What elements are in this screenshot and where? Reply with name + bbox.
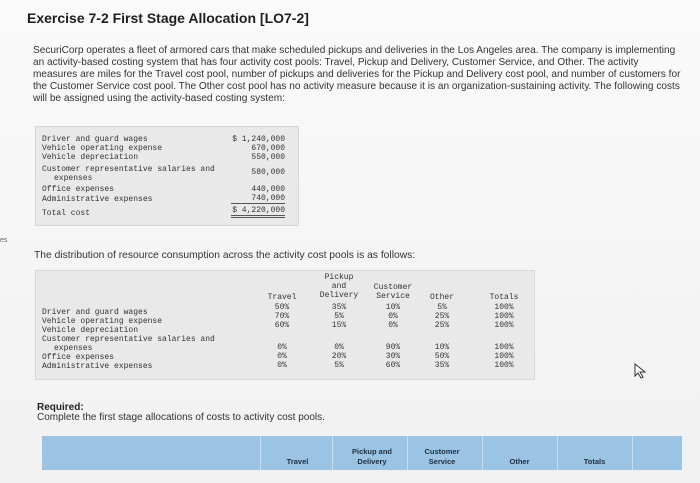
answer-col-travel [270, 457, 325, 467]
col-header-customer-line: Customer [373, 283, 413, 292]
distribution-intro: The distribution of resource consumption across the activity cost pools is as follows: [34, 250, 416, 261]
cost-label: Customer representative salaries and [42, 165, 215, 174]
dist-cell: 0% [334, 343, 344, 352]
dist-row-label: Office expenses [42, 353, 115, 362]
cost-value: $ 1,240,000 [232, 135, 285, 144]
dist-cell: 10% [385, 303, 401, 312]
column-divider [557, 436, 558, 470]
cost-value: 440,000 [251, 185, 285, 194]
dist-cell: 50% [274, 303, 290, 312]
column-divider [632, 436, 633, 470]
dist-cell: 0% [277, 343, 287, 352]
cost-label: Office expenses [42, 185, 115, 194]
dist-cell: 0% [277, 361, 287, 370]
dist-cell: 10% [434, 343, 450, 352]
answer-col-line: Travel [286, 457, 309, 466]
col-header-totals: Totals [489, 293, 519, 302]
dist-row-label-cont: expenses [54, 344, 93, 353]
dist-cell: 5% [334, 312, 344, 321]
dist-cell: 70% [274, 312, 290, 321]
answer-col-line: Customer [424, 447, 460, 456]
dist-cell: 25% [434, 312, 450, 321]
required-heading: Required: [37, 402, 84, 413]
exercise-title: Exercise 7-2 First Stage Allocation [LO7-2] [27, 10, 309, 26]
col-header-other: Other [429, 293, 454, 302]
dist-row-label: Vehicle depreciation [42, 326, 139, 335]
col-header-pickup [312, 273, 366, 300]
mouse-pointer-icon [634, 363, 648, 384]
total-cost-value: $ 4,220,000 [231, 206, 285, 218]
dist-row-label: Administrative expenses [42, 362, 153, 371]
dist-cell: 35% [434, 361, 450, 370]
dist-cell: 30% [385, 352, 401, 361]
dist-cell: 60% [385, 361, 401, 370]
col-header-pickup-line: Delivery [319, 291, 359, 300]
cost-label: Vehicle depreciation [42, 153, 139, 162]
cost-value: 550,000 [251, 153, 285, 162]
dist-cell: 60% [274, 321, 290, 330]
cost-label: Driver and guard wages [42, 135, 148, 144]
dist-cell: 0% [388, 321, 398, 330]
dist-cell: 100% [494, 312, 514, 321]
col-header-travel: Travel [267, 293, 297, 302]
required-text: Complete the first stage allocations of costs to activity cost pools. [37, 412, 325, 423]
col-header-customer [366, 283, 420, 301]
col-header-customer-line: Service [376, 292, 410, 301]
column-divider [332, 436, 333, 470]
answer-col-other [487, 457, 552, 467]
dist-cell: 0% [388, 312, 398, 321]
answer-col-totals [562, 457, 627, 467]
cost-label-cont: expenses [54, 174, 93, 183]
distribution-table [35, 270, 535, 380]
cost-value: 580,000 [251, 168, 285, 177]
dist-cell: 50% [434, 352, 450, 361]
cost-list-table [35, 126, 299, 226]
dist-cell: 90% [385, 343, 401, 352]
column-divider [482, 436, 483, 470]
cost-label: Administrative expenses [42, 195, 153, 204]
answer-col-line: Totals [583, 457, 606, 466]
col-header-pickup-line: Pickup [324, 273, 354, 282]
dist-cell: 25% [434, 321, 450, 330]
dist-cell: 100% [494, 321, 514, 330]
dist-row-label: Customer representative salaries and [42, 335, 215, 344]
answer-table-header [42, 436, 682, 470]
dist-cell: 0% [277, 352, 287, 361]
column-divider [260, 436, 261, 470]
dist-row-label: Driver and guard wages [42, 308, 148, 317]
column-divider [407, 436, 408, 470]
answer-col-customer [412, 447, 472, 467]
cost-value: 740,000 [231, 194, 285, 204]
dist-cell: 5% [437, 303, 447, 312]
answer-col-line: Pickup and [351, 447, 392, 456]
dist-cell: 15% [331, 321, 347, 330]
cost-label: Vehicle operating expense [42, 144, 163, 153]
dist-cell: 5% [334, 361, 344, 370]
answer-col-line: Service [428, 457, 456, 466]
answer-col-line: Other [509, 457, 530, 466]
dist-cell: 35% [331, 303, 347, 312]
dist-cell: 20% [331, 352, 347, 361]
dist-cell: 100% [494, 361, 514, 370]
intro-paragraph: SecuriCorp operates a fleet of armored cars that make scheduled pickups and deliveries in the Los Angeles area. The company is implementing an activity-based costing system that has four activity cost pools: Travel, Pickup and Delivery, Customer Service, and Other. The activity measures are miles for the Travel cost pool, number of pickups and deliveries for the Pickup and Delivery cost pool, and number of customers for the Customer Service cost pool. The Other cost pool has no activity measure because it is an organization-sustaining activity. The following costs will be assigned using the activity-based costing system: [33, 45, 681, 104]
dist-row-label: Vehicle operating expense [42, 317, 163, 326]
side-label: es [0, 237, 8, 244]
answer-col-line: Delivery [357, 457, 387, 466]
answer-col-pickup [342, 447, 402, 467]
dist-cell: 100% [494, 303, 514, 312]
cost-value: 670,000 [251, 144, 285, 153]
col-header-pickup-line: and [331, 282, 347, 291]
total-cost-label: Total cost [42, 209, 91, 218]
dist-cell: 100% [494, 343, 514, 352]
dist-cell: 100% [494, 352, 514, 361]
